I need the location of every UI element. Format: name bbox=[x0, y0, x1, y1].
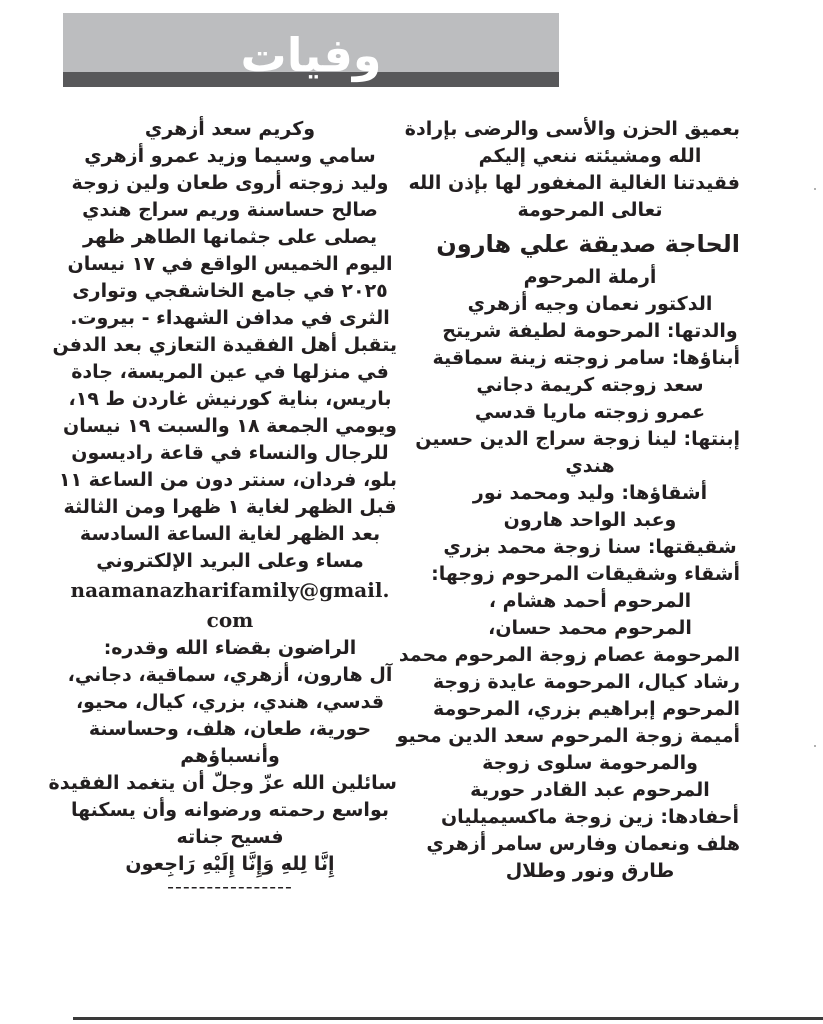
body-line: بعد الظهر لغاية الساعة السادسة bbox=[79, 523, 381, 545]
quran-verse: إِنَّا لِلهِ وَإِنَّا إِلَيْهِ رَاجِعون bbox=[125, 853, 335, 875]
body-line: الدكتور نعمان وجيه أزهري bbox=[467, 293, 713, 315]
body-line: يصلى على جثمانها الطاهر ظهر bbox=[83, 226, 377, 248]
body-line: طارق ونور وطلال bbox=[505, 860, 675, 882]
body-line: أحفادها: زين زوجة ماكسيميليان bbox=[440, 806, 740, 828]
body-line: سعد زوجته كريمة دجاني bbox=[476, 374, 704, 396]
body-line: قبل الظهر لغاية ١ ظهرا ومن الثالثة bbox=[63, 496, 397, 518]
body-line: والدتها: المرحومة لطيفة شريتح bbox=[442, 320, 738, 342]
body-line: أشقاؤها: وليد ومحمد نور bbox=[472, 482, 708, 504]
obituary-left-column bbox=[48, 116, 397, 898]
body-line: صالح حساسنة وريم سراج هندي bbox=[82, 199, 378, 221]
body-line: ٢٠٢٥ في جامع الخاشقجي وتوارى bbox=[72, 280, 388, 302]
body-line: أشقاء وشقيقات المرحوم زوجها: bbox=[431, 563, 740, 585]
body-line: سامي وسيما وزيد عمرو أزهري bbox=[84, 145, 376, 167]
body-line: يتقبل أهل الفقيدة التعازي بعد الدفن bbox=[52, 334, 397, 356]
body-line: في منزلها في عين المريسة، جادة bbox=[71, 361, 389, 383]
bottom-rule bbox=[73, 1017, 823, 1020]
obituary-right-column bbox=[396, 116, 740, 885]
body-line: عمرو زوجته ماريا قدسي bbox=[474, 401, 706, 423]
body-line: وأنسباؤهم bbox=[180, 745, 280, 767]
body-line: بلو، فردان، سنتر دون من الساعة ١١ bbox=[58, 469, 397, 491]
contact-email-continued[interactable]: com bbox=[206, 608, 254, 632]
body-line: فسيح جناته bbox=[176, 826, 284, 848]
body-line: هلف ونعمان وفارس سامر أزهري bbox=[426, 833, 740, 855]
section-title: وفيات bbox=[240, 28, 382, 82]
body-line: أميمة زوجة المرحوم سعد الدين محيو bbox=[396, 725, 740, 747]
deceased-name: الحاجة صديقة علي هارون bbox=[436, 230, 740, 258]
intro-line: الله ومشيئته ننعي إليكم bbox=[478, 145, 702, 167]
print-speck bbox=[814, 745, 816, 747]
body-line: المرحوم أحمد هشام ، bbox=[488, 590, 692, 612]
body-line: سائلين الله عزّ وجلّ أن يتغمد الفقيدة bbox=[48, 772, 397, 794]
intro-line: فقيدتنا الغالية المغفور لها بإذن الله bbox=[408, 172, 740, 194]
body-line: المرحوم عبد القادر حورية bbox=[470, 779, 710, 801]
section-banner bbox=[63, 13, 559, 87]
body-line: شقيقتها: سنا زوجة محمد بزري bbox=[443, 536, 737, 558]
body-line: الراضون بقضاء الله وقدره: bbox=[103, 637, 357, 659]
body-line: قدسي، هندي، بزري، كيال، محيو، bbox=[75, 691, 385, 713]
body-line: اليوم الخميس الواقع في ١٧ نيسان bbox=[67, 253, 393, 275]
intro-line: بعميق الحزن والأسى والرضى بإرادة bbox=[404, 118, 740, 140]
intro-line: تعالى المرحومة bbox=[517, 199, 663, 221]
body-line: المرحومة عصام زوجة المرحوم محمد bbox=[398, 644, 740, 666]
end-separator: ---------------- bbox=[167, 876, 293, 898]
body-line: مساء وعلى البريد الإلكتروني bbox=[96, 550, 364, 572]
body-line: أرملة المرحوم bbox=[523, 266, 657, 288]
body-line: رشاد كيال، المرحومة عايدة زوجة bbox=[432, 671, 740, 693]
body-line: المرحوم إبراهيم بزري، المرحومة bbox=[432, 698, 740, 720]
contact-email[interactable]: naamanazharifamily@gmail. bbox=[70, 578, 390, 602]
body-line: آل هارون، أزهري، سماقية، دجاني، bbox=[67, 664, 393, 686]
body-line: ويومي الجمعة ١٨ والسبت ١٩ نيسان bbox=[63, 415, 397, 437]
body-line: وكريم سعد أزهري bbox=[144, 118, 316, 140]
body-line: وعبد الواحد هارون bbox=[503, 509, 677, 531]
body-line: أبناؤها: سامر زوجته زينة سماقية bbox=[432, 347, 740, 369]
body-line: وليد زوجته أروى طعان ولين زوجة bbox=[71, 172, 389, 194]
body-line: هندي bbox=[565, 455, 615, 477]
body-line: للرجال والنساء في قاعة راديسون bbox=[71, 442, 389, 464]
body-line: الثرى في مدافن الشهداء - بيروت. bbox=[70, 307, 390, 329]
body-line: والمرحومة سلوى زوجة bbox=[482, 752, 698, 774]
body-line: حورية، طعان، هلف، وحساسنة bbox=[88, 718, 372, 740]
body-line: إبنتها: لينا زوجة سراج الدين حسين bbox=[415, 428, 740, 450]
print-speck bbox=[814, 188, 816, 190]
body-line: بواسع رحمته ورضوانه وأن يسكنها bbox=[70, 799, 389, 821]
body-line: باريس، بناية كورنيش غاردن ط ١٩، bbox=[68, 388, 392, 410]
body-line: المرحوم محمد حسان، bbox=[488, 617, 692, 639]
